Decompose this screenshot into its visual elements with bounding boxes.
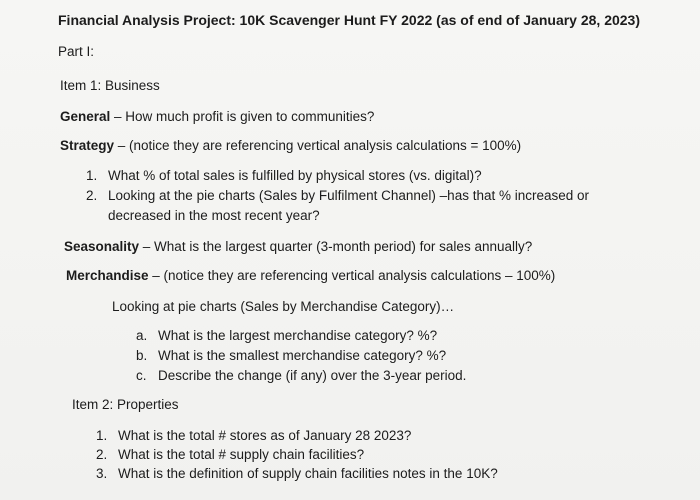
list-item-text: Looking at the pie charts (Sales by Fulfilment Channel) –has that % increased or (108, 188, 590, 203)
part-heading: Part I: (58, 44, 95, 59)
list-number: 1. (96, 428, 108, 443)
list-number: 3. (96, 466, 108, 481)
merchandise-item-a (136, 327, 437, 345)
document-title (58, 11, 640, 29)
list-number: 2. (86, 188, 98, 203)
list-letter: c. (136, 368, 147, 383)
list-item-text: Describe the change (if any) over the 3-year period. (158, 368, 467, 383)
list-letter: b. (136, 348, 148, 363)
item2-list-2 (96, 446, 364, 464)
list-item-text: What is the smallest merchandise category? %? (158, 348, 447, 363)
list-item-text: What is the definition of supply chain facilities notes in the 10K? (118, 466, 498, 481)
general-label: General (60, 109, 111, 124)
seasonality-paragraph (64, 238, 532, 256)
strategy-paragraph (60, 137, 521, 155)
title-rest: 10K Scavenger Hunt FY 2022 (as of end of January 28, 2023) (239, 12, 641, 28)
merchandise-paragraph (66, 267, 555, 285)
list-number: 2. (96, 447, 108, 462)
item2-heading: Item 2: Properties (72, 397, 179, 412)
merchandise-text: – (notice they are referencing vertical analysis calculations – 100%) (148, 268, 556, 283)
list-number: 1. (86, 168, 98, 183)
list-item-text: decreased in the most recent year? (108, 208, 320, 223)
list-item-text: What is the largest merchandise category? %? (158, 328, 438, 343)
strategy-item-1 (86, 167, 482, 185)
seasonality-label: Seasonality (64, 239, 140, 254)
item1-heading: Item 1: Business (60, 78, 160, 93)
item2-list-1 (96, 427, 411, 445)
merchandise-item-b (136, 347, 446, 365)
strategy-item-2-continued (86, 207, 320, 225)
list-letter: a. (136, 328, 148, 343)
item2-list-3 (96, 465, 498, 483)
merchandise-item-c (136, 367, 466, 385)
seasonality-text: – What is the largest quarter (3-month period) for sales annually? (139, 239, 533, 254)
strategy-text: – (notice they are referencing vertical analysis calculations = 100%) (114, 138, 522, 153)
list-item-text: What is the total # supply chain facilities? (118, 447, 365, 462)
strategy-item-2 (86, 187, 589, 205)
merchandise-label: Merchandise (66, 268, 149, 283)
general-text: – How much profit is given to communities? (110, 109, 375, 124)
general-paragraph (60, 108, 374, 126)
list-item-text: What is the total # stores as of January 28 2023? (118, 428, 412, 443)
title-label: Financial Analysis Project: (58, 12, 236, 28)
list-item-text: What % of total sales is fulfilled by physical stores (vs. digital)? (108, 168, 482, 183)
merchandise-intro: Looking at pie charts (Sales by Merchandise Category)… (112, 299, 455, 314)
strategy-label: Strategy (60, 138, 115, 153)
